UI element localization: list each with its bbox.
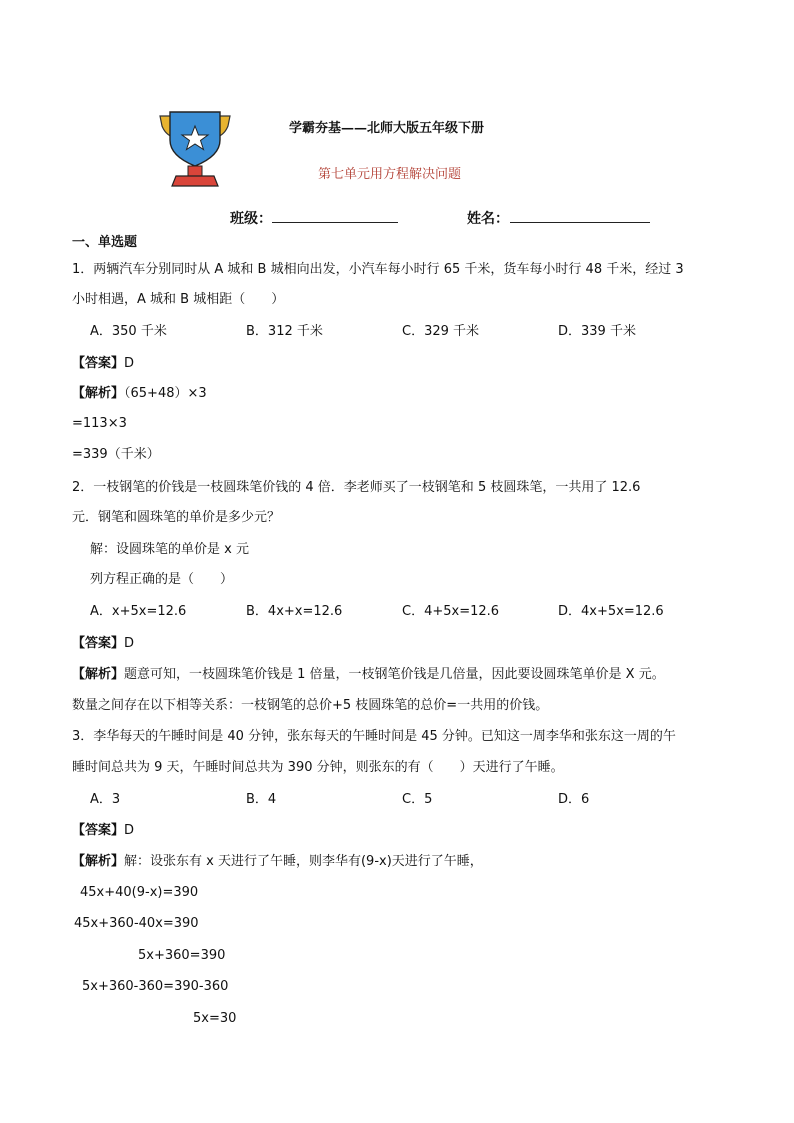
q1-answer-row bbox=[72, 356, 134, 372]
q1-answer: D bbox=[124, 356, 135, 371]
q3-option-b: B．4 bbox=[246, 792, 277, 807]
q2-option-b: B．4x+x=12.6 bbox=[246, 604, 343, 619]
name-label: 姓名： bbox=[467, 211, 509, 227]
q2-analysis-1: 题意可知，一枝圆珠笔价钱是 1 倍量，一枝钢笔价钱是几倍量，因此要设圆珠笔单价是 X 元。 bbox=[124, 667, 665, 682]
q3-analysis-1: 解：设张东有 x 天进行了午睡，则李华有(9-x)天进行了午睡， bbox=[124, 854, 483, 869]
q1-analysis-2: =113×3 bbox=[72, 416, 127, 431]
document-title: 学霸夯基——北师大版五年级下册 bbox=[289, 121, 485, 136]
q1-analysis-row bbox=[72, 386, 207, 402]
q2-answer: D bbox=[124, 636, 135, 651]
q2-line3: 解：设圆珠笔的单价是 x 元 bbox=[90, 542, 249, 557]
q2-answer-row bbox=[72, 636, 134, 652]
analysis-tag: 【解析】 bbox=[72, 386, 125, 401]
document-subtitle: 第七单元用方程解决问题 bbox=[318, 167, 462, 182]
class-label: 班级： bbox=[230, 211, 272, 227]
q1-option-b: B．312 千米 bbox=[246, 324, 323, 339]
q2-analysis-row bbox=[72, 667, 665, 683]
q1-analysis-1: （65+48）×3 bbox=[124, 386, 207, 401]
q1-line1: 1．两辆汽车分别同时从 A 城和 B 城相向出发，小汽车每小时行 65 千米，货车每小时行 48 千米，经过 3 bbox=[72, 262, 684, 277]
q2-option-c: C．4+5x=12.6 bbox=[402, 604, 500, 619]
q3-line2: 睡时间总共为 9 天，午睡时间总共为 390 分钟，则张东的有（ ）天进行了午睡。 bbox=[72, 760, 564, 775]
q3-answer-row bbox=[72, 823, 134, 839]
q2-line1: 2．一枝钢笔的价钱是一枝圆珠笔价钱的 4 倍．李老师买了一枝钢笔和 5 枝圆珠笔，一共用了 12.6 bbox=[72, 480, 641, 495]
q3-step-2: 45x+360-40x=390 bbox=[74, 916, 199, 931]
analysis-tag: 【解析】 bbox=[72, 667, 125, 682]
q3-step-4: 5x+360-360=390-360 bbox=[82, 979, 229, 994]
q2-option-d: D．4x+5x=12.6 bbox=[558, 604, 664, 619]
q1-option-a: A．350 千米 bbox=[90, 324, 167, 339]
q3-analysis-row bbox=[72, 854, 483, 870]
q3-option-a: A．3 bbox=[90, 792, 121, 807]
answer-tag: 【答案】 bbox=[72, 823, 125, 838]
q2-line2: 元．钢笔和圆珠笔的单价是多少元？ bbox=[72, 510, 281, 525]
q3-option-d: D．6 bbox=[558, 792, 590, 807]
class-fill-line[interactable] bbox=[272, 222, 398, 223]
q2-option-a: A．x+5x=12.6 bbox=[90, 604, 187, 619]
q3-line1: 3．李华每天的午睡时间是 40 分钟，张东每天的午睡时间是 45 分钟。已知这一周李华和张东这一周的午 bbox=[72, 729, 676, 744]
q1-analysis-3: =339（千米） bbox=[72, 447, 160, 462]
q1-option-d: D．339 千米 bbox=[558, 324, 636, 339]
analysis-tag: 【解析】 bbox=[72, 854, 125, 869]
section-heading: 一、单选题 bbox=[72, 235, 138, 250]
q3-step-3: 5x+360=390 bbox=[138, 948, 226, 963]
answer-tag: 【答案】 bbox=[72, 356, 125, 371]
trophy-logo-icon bbox=[154, 110, 236, 188]
q3-option-c: C．5 bbox=[402, 792, 433, 807]
name-fill-line[interactable] bbox=[510, 222, 650, 223]
q3-answer: D bbox=[124, 823, 135, 838]
q1-line2: 小时相遇，A 城和 B 城相距（ ） bbox=[72, 292, 285, 307]
q2-analysis-2: 数量之间存在以下相等关系：一枝钢笔的总价+5 枝圆珠笔的总价=一共用的价钱。 bbox=[72, 698, 549, 713]
q3-step-1: 45x+40(9-x)=390 bbox=[80, 885, 199, 900]
q2-line4: 列方程正确的是（ ） bbox=[90, 572, 234, 587]
answer-tag: 【答案】 bbox=[72, 636, 125, 651]
q3-step-5: 5x=30 bbox=[193, 1011, 237, 1026]
q1-option-c: C．329 千米 bbox=[402, 324, 480, 339]
